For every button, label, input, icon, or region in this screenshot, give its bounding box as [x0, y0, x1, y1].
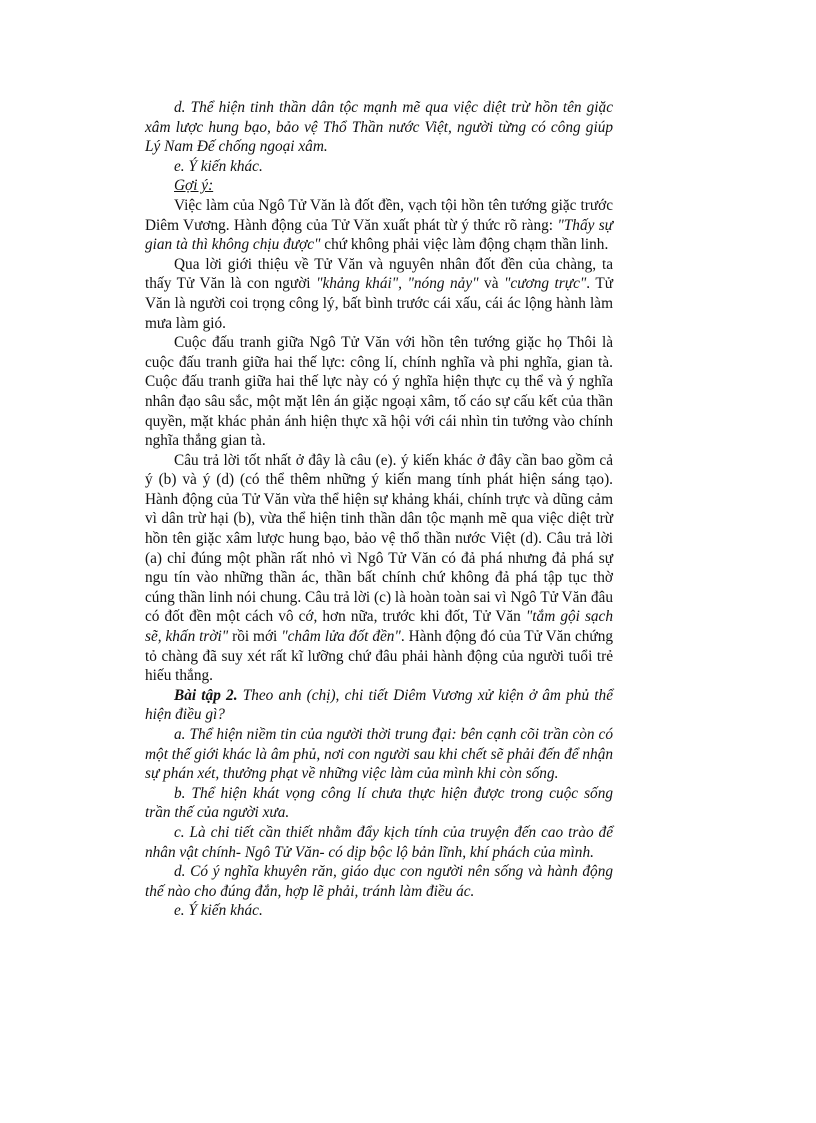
quote-run: "tắm gội sạch sẽ, khấn trời" [145, 608, 613, 646]
option-e-paragraph: e. Ý kiến khác. [174, 157, 263, 175]
text-run: Việc làm của Ngô Tử Văn là đốt đền, vạch tội hồn tên tướng giặc trước Diêm Vương. Hành động của Tử Văn xuất phát từ ý thức rõ ràng: [145, 196, 613, 234]
text-run: Câu trả lời tốt nhất ở đây là câu (e). ý kiến khác ở đây cần bao gồm cả ý (b) và ý (d) (có thể thêm những ý kiến mang tính phát hiện sáng tạo). Hành động của Tử Văn vừa thể hiện sự khảng khái, chính trực và dũng cảm vì dân trừ hại (b), vừa thể hiện tinh thần dân tộc mạnh mẽ qua việc diệt trừ hồn tên giặc xâm lược hung bạo, bảo vệ thổ thần nước Việt (d). Câu trả lời (a) chỉ đúng một phần rất nhỏ vì Ngô Tử Văn có đả phá nhưng đả phá sự ngu tín vào những thần ác, thần bất chính chứ không đả phá tập tục thờ cúng thần linh nói chung. Câu trả lời (c) là hoàn toàn sai vì Ngô Tử Văn đâu có đốt đền một cách vô cớ, hơn nữa, trước khi đốt, Tử Văn [145, 451, 613, 626]
quote-run: "cương trực" [504, 275, 587, 293]
exercise-2-option-a: a. Thể hiện niềm tin của người thời trung đại: bên cạnh cõi trần còn có một thế giới khác là âm phủ, nơi con người sau khi chết sẽ phải đến để nhận sự phán xét, thưởng phạt về những việc làm của mình khi còn sống. [145, 726, 613, 783]
quote-run: "khảng khái", "nóng nảy" [316, 275, 479, 293]
quote-run: "châm lửa đốt đền" [281, 628, 401, 646]
exercise-2-option-d: d. Có ý nghĩa khuyên răn, giáo dục con người nên sống và hành động thế nào cho đúng đắn, hợp lẽ phải, tránh làm điều ác. [145, 863, 613, 900]
text-run: và [478, 275, 504, 293]
exercise-2-option-c: c. Là chi tiết cần thiết nhằm đẩy kịch tính của truyện đến cao trào để nhân vật chính- Ngô Tử Văn- có dịp bộc lộ bản lĩnh, khí phách của mình. [145, 823, 613, 861]
body-paragraph-1 [145, 196, 613, 255]
text-run: Qua lời giới thiệu về Tử Văn và nguyên nhân đốt đền của chàng, ta thấy Tử Văn là con người [145, 255, 613, 293]
hint-heading-text: Gợi ý: [174, 177, 214, 195]
text-run: . Tử Văn là người coi trọng công lý, bất bình trước cái xấu, cái ác lộng hành làm mưa làm gió. [145, 275, 613, 332]
hint-heading [145, 176, 613, 196]
exercise-2-label: Bài tập 2. [174, 686, 238, 704]
document-page [145, 98, 613, 921]
exercise-2-option-e: e. Ý kiến khác. [174, 902, 263, 920]
exercise-2-option-b: b. Thể hiện khát vọng công lí chưa thực hiện được trong cuộc sống trần thế của người xưa. [145, 784, 613, 822]
exercise-2-question [145, 686, 613, 725]
body-paragraph-4 [145, 451, 613, 686]
body-paragraph-3: Cuộc đấu tranh giữa Ngô Tử Văn với hồn tên tướng giặc họ Thôi là cuộc đấu tranh giữa hai thế lực: công lí, chính nghĩa và phi nghĩa, gian tà. Cuộc đấu tranh giữa hai thế lực này có ý nghĩa hiện thực cụ thể và ý nghĩa nhân đạo sâu sắc, một mặt lên án giặc ngoại xâm, tố cáo sự cấu kết của thần quyền, mặt khác phản ánh hiện thực xã hội với cái nhìn tin tưởng vào chính nghĩa thắng gian tà. [145, 334, 613, 450]
quote-run: "Thấy sự gian tà thì không chịu được" [145, 216, 613, 254]
text-run: rồi mới [228, 628, 282, 646]
exercise-2-text: Theo anh (chị), chi tiết Diêm Vương xử kiện ở âm phủ thể hiện điều gì? [145, 686, 613, 724]
body-paragraph-2 [145, 255, 613, 333]
text-run: chứ không phải việc làm động chạm thần linh. [320, 236, 609, 254]
option-d-paragraph: d. Thể hiện tinh thần dân tộc mạnh mẽ qua việc diệt trừ hồn tên giặc xâm lược hung bạo, bảo vệ Thổ Thần nước Việt, người từng có công giúp Lý Nam Đế chống ngoại xâm. [145, 99, 613, 156]
text-run: . Hành động đó của Tử Văn chứng tỏ chàng đã suy xét rất kĩ lưỡng chứ đâu phải hành động của người tuổi trẻ hiếu thắng. [145, 628, 614, 685]
